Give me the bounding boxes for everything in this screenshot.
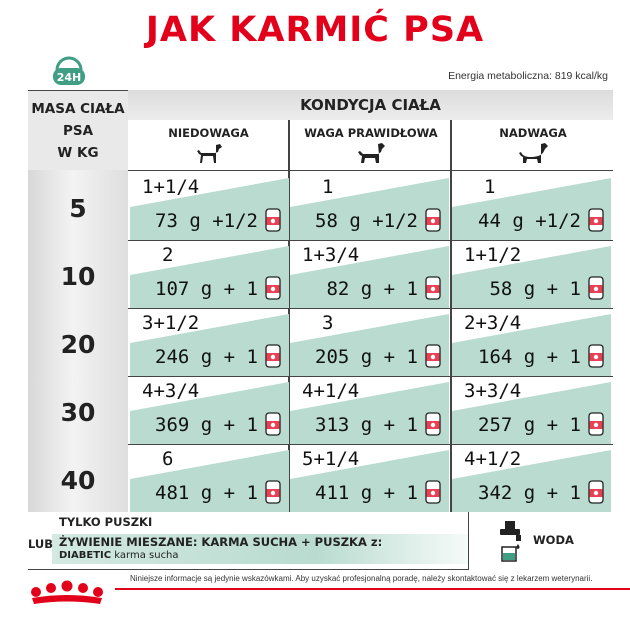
- weight-column-header: [28, 98, 128, 164]
- can-icon: [425, 276, 441, 300]
- dry-food-amount: 1+1/4: [142, 176, 200, 198]
- dry-food-label: karma sucha: [111, 550, 179, 561]
- wet-food-amount: 58 g +1/2: [315, 210, 418, 232]
- dry-food-amount: 4+3/4: [142, 380, 200, 402]
- column-label: NIEDOWAGA: [168, 126, 249, 140]
- table-cell: [452, 240, 611, 308]
- dry-food-amount: 3+1/2: [142, 312, 200, 334]
- header-line-1: MASA CIAŁA: [31, 101, 125, 117]
- can-icon: [265, 276, 281, 300]
- weight-value: 10: [60, 262, 96, 291]
- dry-food-amount: 3+3/4: [464, 380, 522, 402]
- body-condition-label: KONDYCJA CIAŁA: [300, 96, 441, 114]
- mixed-feeding-detail: [59, 550, 179, 561]
- wet-food-amount: 257 g + 1: [478, 414, 581, 436]
- table-cell: [452, 308, 611, 376]
- dry-food-amount: 1+3/4: [302, 244, 360, 266]
- fat-dog-icon: [516, 142, 550, 164]
- wet-food-amount: 481 g + 1: [155, 482, 258, 504]
- table-cell: [290, 376, 448, 444]
- or-label: LUB: [28, 537, 54, 551]
- wet-food-amount: 44 g +1/2: [478, 210, 581, 232]
- can-icon: [265, 480, 281, 504]
- wet-food-amount: 246 g + 1: [155, 346, 258, 368]
- can-icon: [588, 480, 604, 504]
- product-name: DIABETIC: [59, 550, 112, 561]
- can-icon: [588, 208, 604, 232]
- dry-food-amount: 2+3/4: [464, 312, 522, 334]
- can-icon: [265, 344, 281, 368]
- table-cell: [290, 308, 448, 376]
- weight-value: 5: [69, 194, 87, 223]
- can-icon: [425, 480, 441, 504]
- can-icon: [425, 344, 441, 368]
- table-cell: [130, 172, 288, 240]
- column-normal-weight: [291, 120, 451, 170]
- table-cell: [130, 376, 288, 444]
- can-icon: [265, 208, 281, 232]
- energy-info: Energia metaboliczna: 819 kcal/kg: [448, 70, 608, 82]
- clock-label: 24H: [56, 71, 82, 84]
- table-cell: [452, 172, 611, 240]
- dry-food-amount: 1: [322, 176, 334, 198]
- dry-food-amount: 4+1/2: [464, 448, 522, 470]
- column-label: NADWAGA: [499, 126, 567, 140]
- table-cell: [290, 172, 448, 240]
- table-cell: [130, 240, 288, 308]
- wet-food-amount: 82 g + 1: [326, 278, 418, 300]
- weight-value: 30: [60, 398, 96, 427]
- dry-food-amount: 1: [484, 176, 496, 198]
- wet-food-amount: 342 g + 1: [478, 482, 581, 504]
- dry-food-amount: 2: [162, 244, 174, 266]
- table-cell: [290, 240, 448, 308]
- column-underweight: [128, 120, 289, 170]
- wet-food-amount: 313 g + 1: [315, 414, 418, 436]
- header-line-3: W KG: [57, 145, 99, 161]
- dry-food-amount: 1+1/2: [464, 244, 522, 266]
- weight-value: 20: [60, 330, 96, 359]
- disclaimer: Niniejsze informacje są jedynie wskazówkami. Aby uzyskać profesjonalną poradę, należy skontaktować się z lekarzem weterynarii.: [130, 574, 593, 583]
- can-icon: [425, 412, 441, 436]
- water-label: WODA: [533, 533, 574, 547]
- column-overweight: [453, 120, 613, 170]
- table-cell: [452, 444, 611, 512]
- table-cell: [130, 444, 288, 512]
- dry-food-amount: 3: [322, 312, 334, 334]
- wet-food-amount: 205 g + 1: [315, 346, 418, 368]
- can-icon: [588, 412, 604, 436]
- can-icon: [588, 344, 604, 368]
- wet-food-amount: 58 g + 1: [489, 278, 581, 300]
- wet-food-amount: 369 g + 1: [155, 414, 258, 436]
- thin-dog-icon: [194, 142, 224, 164]
- can-icon: [265, 412, 281, 436]
- row-divider: [128, 170, 613, 171]
- mixed-feeding-label: ŻYWIENIE MIESZANE: KARMA SUCHA + PUSZKA z:: [59, 535, 383, 549]
- table-cell: [452, 376, 611, 444]
- water-faucet-icon: [494, 519, 528, 563]
- page-title: JAK KARMIĆ PSA: [145, 10, 485, 50]
- wet-food-amount: 107 g + 1: [155, 278, 258, 300]
- only-cans-label: TYLKO PUSZKI: [59, 515, 153, 529]
- table-cell: [130, 308, 288, 376]
- weight-value: 40: [60, 466, 96, 495]
- table-cell: [290, 444, 448, 512]
- body-condition-header: [128, 90, 613, 120]
- wet-food-amount: 73 g +1/2: [155, 210, 258, 232]
- clock-24h-icon: [51, 52, 87, 88]
- normal-dog-icon: [355, 142, 387, 164]
- dry-food-amount: 6: [162, 448, 174, 470]
- can-icon: [425, 208, 441, 232]
- header-line-2: PSA: [62, 123, 94, 139]
- red-rule: [115, 588, 630, 590]
- column-label: WAGA PRAWIDŁOWA: [304, 126, 438, 140]
- royal-canin-crown-logo: [22, 580, 112, 608]
- wet-food-amount: 411 g + 1: [315, 482, 418, 504]
- dry-food-amount: 4+1/4: [302, 380, 360, 402]
- can-icon: [588, 276, 604, 300]
- wet-food-amount: 164 g + 1: [478, 346, 581, 368]
- dry-food-amount: 5+1/4: [302, 448, 360, 470]
